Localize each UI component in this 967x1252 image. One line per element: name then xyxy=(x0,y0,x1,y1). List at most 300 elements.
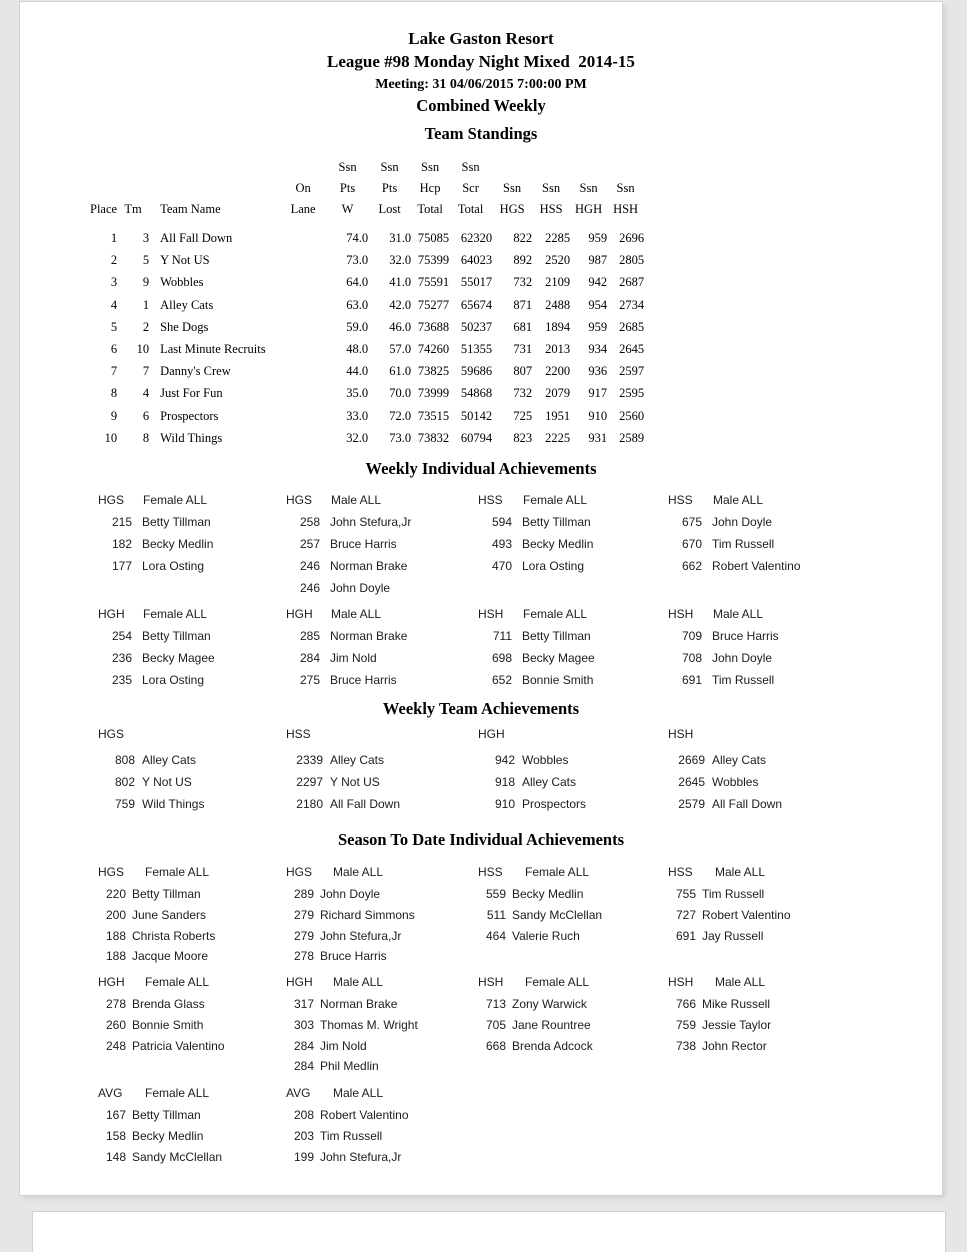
standings-row xyxy=(90,382,644,404)
achievement-name: Becky Medlin xyxy=(142,537,214,551)
standings-cell xyxy=(279,405,327,427)
standings-header-line: HSH xyxy=(613,202,639,216)
achievement-name: Jay Russell xyxy=(702,928,764,943)
standings-cell: 2589 xyxy=(619,430,645,445)
standings-header-line: Lane xyxy=(290,202,316,216)
achievement-entry xyxy=(286,908,478,929)
achievement-entry xyxy=(478,997,668,1018)
achievement-entry xyxy=(98,1108,286,1129)
standings-cell: 75591 xyxy=(417,275,450,290)
achievement-name: John Doyle xyxy=(712,515,773,529)
achievement-name: Norman Brake xyxy=(330,559,408,573)
achievement-category-label: Male ALL xyxy=(331,493,382,507)
achievement-name: All Fall Down xyxy=(330,797,401,811)
achievement-entry xyxy=(668,537,922,559)
standings-cell xyxy=(279,249,327,271)
achievement-name: Jim Nold xyxy=(320,1038,367,1053)
standings-header-line xyxy=(607,157,644,178)
standings-cell: 31.0 xyxy=(389,231,412,245)
achievement-stat-label: HGH xyxy=(286,607,313,621)
achievement-entries xyxy=(478,997,668,1059)
achievement-group-header xyxy=(286,1086,478,1108)
achievement-name: Tim Russell xyxy=(712,673,775,687)
standings-cell xyxy=(279,227,327,249)
achievement-stat-label: HGS xyxy=(286,865,313,879)
standings-cell: 823 xyxy=(513,430,533,445)
achievement-value: 2339 xyxy=(296,753,323,767)
achievement-group xyxy=(98,865,286,970)
standings-cell: 60794 xyxy=(460,430,493,445)
standings-cell: 987 xyxy=(588,253,608,268)
achievement-entries xyxy=(668,515,922,581)
standings-header-line: Ssn xyxy=(503,181,522,195)
achievement-value: 278 xyxy=(105,997,126,1011)
achievement-name: June Sanders xyxy=(132,907,207,922)
achievement-value: 713 xyxy=(485,997,506,1011)
achievement-name: Bonnie Smith xyxy=(522,673,594,687)
achievement-name: Bruce Harris xyxy=(712,629,779,643)
achievement-value: 177 xyxy=(111,559,132,573)
standings-cell: 959 xyxy=(588,319,608,334)
standings-cell: 10 xyxy=(136,342,150,357)
achievement-value: 284 xyxy=(299,651,320,665)
achievement-entry xyxy=(98,515,286,537)
standings-header-line xyxy=(532,157,570,178)
standings-cell: 2645 xyxy=(619,342,645,357)
standings-cell: 73999 xyxy=(417,386,450,401)
achievement-entry xyxy=(286,559,478,581)
achievement-name: John Doyle xyxy=(320,887,381,901)
achievement-name: Betty Tillman xyxy=(522,515,591,529)
standings-cell: 70.0 xyxy=(389,386,412,401)
achievement-entry xyxy=(286,581,478,603)
achievement-entry xyxy=(668,1039,922,1060)
achievement-value: 698 xyxy=(491,651,512,665)
achievement-name: Tim Russell xyxy=(320,1128,383,1143)
standings-cell: 959 xyxy=(588,231,608,245)
standings-header-line xyxy=(90,178,117,199)
achievement-group xyxy=(286,493,478,603)
standings-cell: 2109 xyxy=(545,275,571,290)
achievement-entry xyxy=(98,629,286,651)
standings-cell: 2013 xyxy=(545,342,571,357)
achievement-name: Patricia Valentino xyxy=(132,1038,225,1053)
standings-header-line xyxy=(149,178,279,199)
achievement-group-header xyxy=(286,865,478,887)
standings-cell: 942 xyxy=(588,275,608,290)
standings-cell: 1894 xyxy=(545,319,571,334)
achievement-value: 2645 xyxy=(678,775,705,789)
achievement-entry xyxy=(286,515,478,537)
achievement-name: Becky Medlin xyxy=(512,887,584,901)
achievement-value: 738 xyxy=(675,1038,696,1053)
achievement-name: Betty Tillman xyxy=(142,629,211,643)
standings-header-cell xyxy=(368,157,411,227)
achievement-entry xyxy=(286,797,478,819)
achievement-category-label: Male ALL xyxy=(333,975,384,989)
standings-header-line: Place xyxy=(90,202,118,216)
standings-cell xyxy=(279,360,327,382)
standings-cell: Prospectors xyxy=(160,408,219,423)
achievement-value: 755 xyxy=(675,887,696,901)
standings-cell: 42.0 xyxy=(389,297,412,312)
achievement-category-label: Female ALL xyxy=(523,607,588,621)
achievement-value: 203 xyxy=(293,1128,314,1143)
achievement-group xyxy=(478,607,668,695)
standings-cell: 73825 xyxy=(417,364,450,379)
standings-cell: 59.0 xyxy=(346,319,369,334)
achievement-value: 662 xyxy=(681,559,702,573)
standings-header-line: Team Name xyxy=(160,202,221,216)
standings-cell: Last Minute Recruits xyxy=(160,342,266,357)
standings-cell xyxy=(279,382,327,404)
standings-header-line: Ssn xyxy=(461,160,480,174)
report-page xyxy=(20,2,942,1195)
achievement-value: 559 xyxy=(485,887,506,901)
achievement-name: Betty Tillman xyxy=(132,1108,201,1122)
achievement-entry xyxy=(478,673,668,695)
achievement-value: 275 xyxy=(299,673,320,687)
standings-cell: 73832 xyxy=(417,430,450,445)
achievement-group xyxy=(478,975,668,1080)
standings-header-cell xyxy=(570,157,607,227)
achievement-category-label: Female ALL xyxy=(523,493,588,507)
achievement-stat-label: HGH xyxy=(98,975,125,989)
achievement-value: 188 xyxy=(105,928,126,943)
achievement-entry xyxy=(478,775,668,797)
achievement-name: Lora Osting xyxy=(142,559,205,573)
achievement-value: 802 xyxy=(114,775,135,789)
standings-header-line: Scr xyxy=(462,181,479,195)
achievement-value: 200 xyxy=(105,907,126,922)
standings-cell: 50237 xyxy=(460,319,493,334)
achievement-value: 2297 xyxy=(296,775,323,789)
achievement-entry xyxy=(286,997,478,1018)
standings-cell xyxy=(279,338,327,360)
standings-cell: All Fall Down xyxy=(160,231,233,245)
achievement-value: 711 xyxy=(492,629,512,643)
achievement-group-header xyxy=(98,1086,286,1108)
achievement-entry xyxy=(668,929,922,950)
achievement-group-header xyxy=(98,607,286,629)
achievement-name: Bruce Harris xyxy=(330,673,397,687)
achievement-name: Jessie Taylor xyxy=(702,1017,772,1032)
achievement-group-header xyxy=(98,975,286,997)
standings-header-line: HGH xyxy=(575,202,603,216)
section-title-team-standings: Team Standings xyxy=(424,124,538,143)
achievement-value: 285 xyxy=(299,629,320,643)
achievement-name: Alley Cats xyxy=(522,775,577,789)
standings-cell: 41.0 xyxy=(389,275,412,290)
achievement-category-label: Female ALL xyxy=(525,975,590,989)
achievement-entry xyxy=(668,797,922,819)
achievement-entry xyxy=(478,559,668,581)
achievement-name: Bruce Harris xyxy=(320,949,387,964)
achievement-entry xyxy=(286,753,478,775)
achievement-entry xyxy=(668,559,922,581)
achievement-value: 675 xyxy=(681,515,702,529)
achievement-group-header xyxy=(668,607,922,629)
achievement-entry xyxy=(98,797,286,819)
achievement-group xyxy=(98,727,286,819)
achievement-entry xyxy=(668,651,922,673)
standings-cell: 64023 xyxy=(460,253,493,268)
achievement-value: 2180 xyxy=(296,797,323,811)
achievement-name: Wobbles xyxy=(522,753,569,767)
achievement-entry xyxy=(98,1039,286,1060)
standings-cell: 2 xyxy=(110,253,118,268)
achievement-value: 158 xyxy=(105,1128,126,1143)
achievement-category-label: Female ALL xyxy=(145,975,210,989)
achievement-entries xyxy=(668,887,922,949)
achievement-value: 808 xyxy=(114,753,135,767)
achievement-value: 258 xyxy=(299,515,320,529)
achievement-value: 284 xyxy=(293,1059,314,1074)
standings-cell: 73515 xyxy=(417,408,450,423)
achievement-entry xyxy=(286,1129,478,1150)
standings-header-line: Tm xyxy=(124,202,142,216)
achievement-entry xyxy=(98,1018,286,1039)
achievement-name: Brenda Glass xyxy=(132,997,205,1011)
achievement-name: All Fall Down xyxy=(712,797,783,811)
achievement-name: Tim Russell xyxy=(702,887,765,901)
next-page-top-edge xyxy=(33,1212,945,1252)
standings-row xyxy=(90,316,644,338)
achievement-category-label: Female ALL xyxy=(143,607,208,621)
standings-cell: 725 xyxy=(513,408,533,423)
standings-cell: 3 xyxy=(110,275,118,290)
achievement-group xyxy=(478,727,668,819)
achievement-value: 257 xyxy=(299,537,320,551)
achievement-value: 182 xyxy=(111,537,132,551)
achievement-value: 511 xyxy=(486,907,506,922)
standings-cell: 934 xyxy=(588,342,608,357)
achievement-entry xyxy=(668,887,922,908)
achievement-entry xyxy=(286,537,478,559)
achievement-entry xyxy=(98,1129,286,1150)
standings-header-cell xyxy=(492,157,532,227)
achievement-name: Bruce Harris xyxy=(330,537,397,551)
achievement-entry xyxy=(286,1018,478,1039)
standings-header-line: Ssn xyxy=(542,181,561,195)
achievement-group-header xyxy=(286,607,478,629)
achievement-entries xyxy=(478,753,668,819)
standings-body xyxy=(90,227,644,449)
standings-cell: 32.0 xyxy=(346,430,369,445)
standings-cell: 7 xyxy=(110,364,118,379)
standings-cell: 2200 xyxy=(545,364,571,379)
standings-cell xyxy=(279,294,327,316)
section-title-weekly-individual-achievements: Weekly Individual Achievements xyxy=(365,459,597,478)
standings-cell: 822 xyxy=(513,231,533,245)
standings-cell: 46.0 xyxy=(389,319,412,334)
standings-cell: 2079 xyxy=(545,386,571,401)
weekly-team-achievements-row xyxy=(98,727,922,819)
standings-cell: 73.0 xyxy=(346,253,369,268)
standings-header-line: W xyxy=(341,202,354,216)
achievement-group-header xyxy=(286,493,478,515)
standings-cell: 48.0 xyxy=(346,342,369,357)
standings-cell: 65674 xyxy=(460,297,493,312)
achievement-stat-label: HSH xyxy=(668,975,694,989)
achievement-group-header xyxy=(478,865,668,887)
standings-header-cell xyxy=(607,157,644,227)
standings-header-line: HGS xyxy=(499,202,525,216)
standings-cell: Wobbles xyxy=(160,275,204,290)
standings-header-line: Ssn xyxy=(338,160,357,174)
achievement-entry xyxy=(668,997,922,1018)
achievement-value: 188 xyxy=(105,949,126,964)
achievement-value: 248 xyxy=(105,1038,126,1053)
achievement-group-header xyxy=(478,727,668,753)
achievement-entry xyxy=(668,629,922,651)
achievement-name: Thomas M. Wright xyxy=(320,1017,418,1032)
standings-header-line: Total xyxy=(417,202,443,216)
standings-cell: 74260 xyxy=(417,342,450,357)
achievement-name: Norman Brake xyxy=(330,629,408,643)
standings-cell: Just For Fun xyxy=(160,386,223,401)
achievement-stat-label: AVG xyxy=(286,1086,311,1100)
standings-cell: 61.0 xyxy=(389,364,412,379)
achievement-value: 705 xyxy=(485,1017,506,1032)
achievement-category-label: Male ALL xyxy=(713,493,764,507)
standings-cell: 75085 xyxy=(417,231,450,245)
achievement-group xyxy=(98,493,286,603)
achievement-name: Wobbles xyxy=(712,775,759,789)
standings-cell: 2520 xyxy=(545,253,571,268)
standings-header-cell xyxy=(327,157,368,227)
standings-cell: 62320 xyxy=(460,231,493,245)
achievement-entries xyxy=(478,629,668,695)
achievement-group xyxy=(98,607,286,695)
standings-header-cell xyxy=(90,157,117,227)
standings-header-cell xyxy=(411,157,449,227)
achievement-name: Becky Medlin xyxy=(522,537,594,551)
achievement-entry xyxy=(478,908,668,929)
standings-cell: 1 xyxy=(142,297,150,312)
achievement-entry xyxy=(286,629,478,651)
standings-cell: 73688 xyxy=(417,319,450,334)
achievement-name: Betty Tillman xyxy=(142,515,211,529)
achievement-group xyxy=(286,727,478,819)
achievement-entry xyxy=(478,629,668,651)
standings-cell: 33.0 xyxy=(346,408,369,423)
achievement-name: Valerie Ruch xyxy=(512,928,580,943)
achievement-value: 2579 xyxy=(678,797,705,811)
standings-header-line xyxy=(570,157,607,178)
standings-header-line xyxy=(90,157,117,178)
standings-header-line xyxy=(117,178,149,199)
standings-cell: Wild Things xyxy=(160,430,223,445)
achievement-name: Lora Osting xyxy=(522,559,585,573)
achievement-name: Prospectors xyxy=(522,797,587,811)
achievement-entry xyxy=(478,1018,668,1039)
achievement-name: Tim Russell xyxy=(712,537,775,551)
standings-cell: 8 xyxy=(110,386,118,401)
achievement-value: 246 xyxy=(299,581,320,595)
achievement-value: 148 xyxy=(105,1149,126,1164)
standings-cell: 954 xyxy=(588,297,608,312)
achievement-group xyxy=(668,493,922,603)
achievement-category-label: Male ALL xyxy=(713,607,764,621)
achievement-value: 691 xyxy=(675,928,696,943)
achievement-entries xyxy=(286,753,478,819)
standings-cell: 74.0 xyxy=(346,231,369,245)
achievement-value: 246 xyxy=(299,559,320,573)
standings-header-line: Pts xyxy=(381,181,398,195)
standings-cell: 6 xyxy=(110,342,118,357)
achievement-name: Y Not US xyxy=(142,775,192,789)
achievement-name: Becky Magee xyxy=(142,651,215,665)
standings-cell xyxy=(279,316,327,338)
standings-cell: 2687 xyxy=(619,275,645,290)
standings-cell: 55017 xyxy=(460,275,493,290)
achievement-name: Robert Valentino xyxy=(320,1108,409,1122)
report-type: Combined Weekly xyxy=(416,96,546,115)
standings-row xyxy=(90,227,644,249)
achievement-entry xyxy=(286,949,478,970)
standings-cell: 32.0 xyxy=(389,253,412,268)
achievement-group xyxy=(286,975,478,1080)
achievement-entries xyxy=(668,753,922,819)
standings-cell: 73.0 xyxy=(389,430,412,445)
achievement-entry xyxy=(98,908,286,929)
achievement-entry xyxy=(478,537,668,559)
achievement-value: 759 xyxy=(675,1017,696,1032)
standings-header-line: Total xyxy=(457,202,484,216)
achievement-entry xyxy=(98,775,286,797)
achievement-group-header xyxy=(668,727,922,753)
standings-cell: 2805 xyxy=(619,253,645,268)
achievement-value: 691 xyxy=(681,673,702,687)
achievement-value: 236 xyxy=(111,651,132,665)
standings-cell: 2225 xyxy=(545,430,571,445)
achievement-value: 652 xyxy=(491,673,512,687)
season-individual-achievements-row-2 xyxy=(98,975,922,1080)
standings-header-line: Hcp xyxy=(419,181,441,195)
standings-cell: 63.0 xyxy=(346,297,369,312)
league-title: League #98 Monday Night Mixed 2014-15 xyxy=(327,52,635,71)
achievement-name: Norman Brake xyxy=(320,997,398,1011)
achievement-value: 279 xyxy=(293,928,314,943)
standings-cell: 2488 xyxy=(545,297,571,312)
achievement-value: 942 xyxy=(494,753,515,767)
achievement-value: 470 xyxy=(491,559,512,573)
standings-cell: 51355 xyxy=(460,342,493,357)
achievement-value: 215 xyxy=(111,515,132,529)
achievement-entries xyxy=(98,887,286,970)
standings-cell: 72.0 xyxy=(389,408,412,423)
achievement-entries xyxy=(98,515,286,581)
achievement-entry xyxy=(286,673,478,695)
achievement-entries xyxy=(98,753,286,819)
season-individual-achievements-row-3 xyxy=(98,1086,922,1170)
standings-cell: 9 xyxy=(142,275,150,290)
standings-cell: 910 xyxy=(588,408,608,423)
standings-cell: 9 xyxy=(110,408,118,423)
report-header xyxy=(20,27,942,116)
achievement-entry xyxy=(98,673,286,695)
achievement-entries xyxy=(668,997,922,1059)
standings-row xyxy=(90,338,644,360)
achievement-entry xyxy=(286,651,478,673)
standings-header-line: Ssn xyxy=(616,181,635,195)
achievement-name: John Rector xyxy=(702,1038,767,1053)
achievement-value: 235 xyxy=(111,673,132,687)
achievement-name: Phil Medlin xyxy=(320,1059,379,1074)
achievement-entry xyxy=(668,515,922,537)
achievement-name: John Doyle xyxy=(330,581,391,595)
